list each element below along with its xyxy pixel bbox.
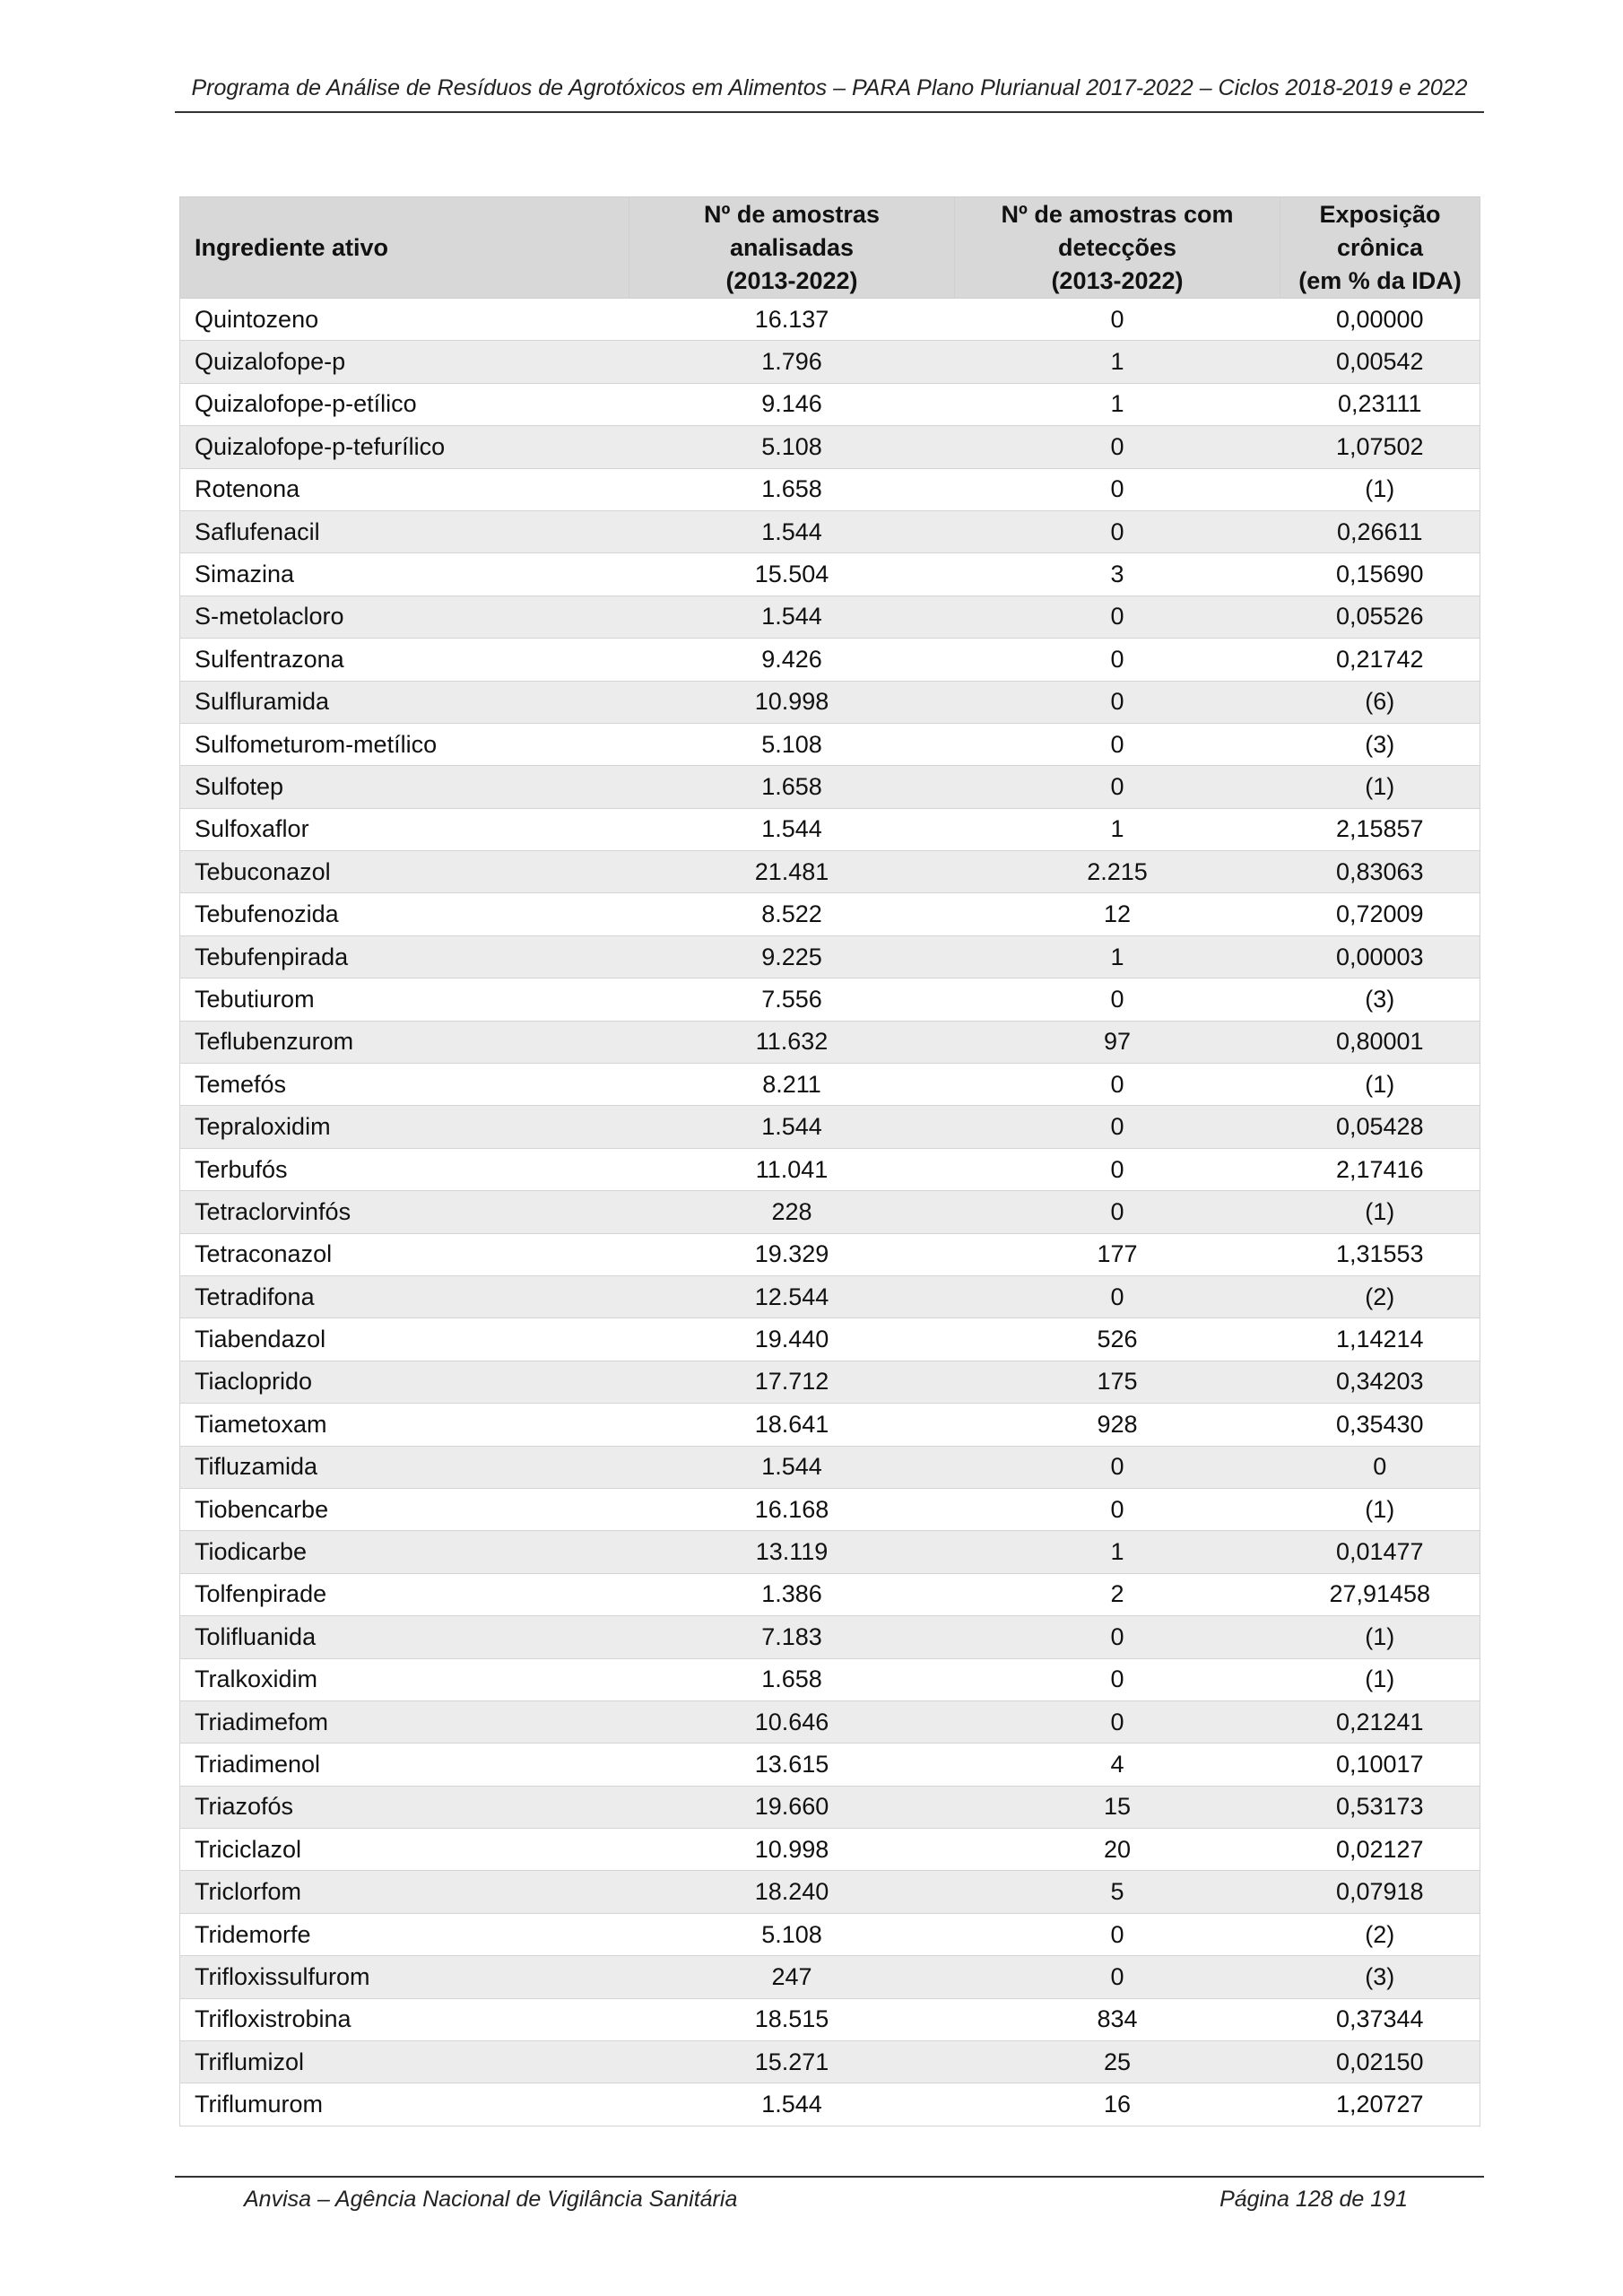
cell-samples-analyzed: 17.712 (629, 1361, 955, 1403)
table-row (180, 1658, 1480, 1700)
table-row (180, 1700, 1480, 1743)
cell-samples-detected: 97 (955, 1021, 1280, 1063)
cell-ingredient: Triadimefom (180, 1700, 629, 1743)
cell-samples-analyzed: 16.168 (629, 1488, 955, 1530)
cell-samples-analyzed: 1.544 (629, 1446, 955, 1488)
table-row (180, 299, 1480, 341)
table-row (180, 383, 1480, 425)
cell-samples-detected: 5 (955, 1871, 1280, 1913)
cell-samples-detected: 928 (955, 1404, 1280, 1446)
cell-samples-detected: 20 (955, 1829, 1280, 1871)
cell-samples-analyzed: 10.998 (629, 1829, 955, 1871)
table-row (180, 596, 1480, 638)
cell-ingredient: Tolifluanida (180, 1616, 629, 1658)
cell-ingredient: Triazofós (180, 1786, 629, 1828)
table-row (180, 1616, 1480, 1658)
cell-samples-detected: 834 (955, 1998, 1280, 2040)
cell-chronic-exposure: 0,02150 (1280, 2041, 1480, 2083)
cell-samples-detected: 3 (955, 553, 1280, 596)
cell-samples-analyzed: 15.504 (629, 553, 955, 596)
cell-samples-analyzed: 16.137 (629, 299, 955, 341)
table-header-row (180, 197, 1480, 299)
table-row (180, 553, 1480, 596)
cell-samples-detected: 175 (955, 1361, 1280, 1403)
table-row (180, 1956, 1480, 1998)
cell-ingredient: Tetraclorvinfós (180, 1191, 629, 1233)
cell-chronic-exposure: (6) (1280, 681, 1480, 723)
cell-chronic-exposure: (3) (1280, 723, 1480, 765)
cell-samples-analyzed: 1.386 (629, 1573, 955, 1615)
cell-samples-detected: 0 (955, 639, 1280, 681)
cell-samples-analyzed: 19.440 (629, 1318, 955, 1361)
cell-samples-detected: 12 (955, 893, 1280, 935)
cell-samples-detected: 177 (955, 1233, 1280, 1275)
cell-ingredient: Tepraloxidim (180, 1106, 629, 1148)
cell-ingredient: Sulfentrazona (180, 639, 629, 681)
table-row (180, 1531, 1480, 1573)
cell-samples-analyzed: 228 (629, 1191, 955, 1233)
cell-samples-detected: 1 (955, 341, 1280, 383)
cell-samples-analyzed: 1.544 (629, 1106, 955, 1148)
cell-samples-detected: 25 (955, 2041, 1280, 2083)
cell-chronic-exposure: (2) (1280, 1913, 1480, 1955)
cell-ingredient: Tebutiurom (180, 978, 629, 1021)
table-row (180, 1446, 1480, 1488)
cell-samples-analyzed: 1.544 (629, 510, 955, 552)
cell-ingredient: Quizalofope-p (180, 341, 629, 383)
cell-chronic-exposure: (2) (1280, 1275, 1480, 1318)
cell-samples-detected: 0 (955, 1658, 1280, 1700)
cell-samples-detected: 0 (955, 596, 1280, 638)
cell-ingredient: Tiobencarbe (180, 1488, 629, 1530)
cell-ingredient: Teflubenzurom (180, 1021, 629, 1063)
cell-samples-detected: 0 (955, 468, 1280, 510)
cell-chronic-exposure: (1) (1280, 468, 1480, 510)
cell-samples-analyzed: 10.998 (629, 681, 955, 723)
cell-samples-analyzed: 5.108 (629, 1913, 955, 1955)
cell-ingredient: Tetraconazol (180, 1233, 629, 1275)
cell-ingredient: Tolfenpirade (180, 1573, 629, 1615)
table-row (180, 639, 1480, 681)
cell-samples-analyzed: 8.211 (629, 1064, 955, 1106)
cell-samples-detected: 0 (955, 1616, 1280, 1658)
cell-samples-analyzed: 15.271 (629, 2041, 955, 2083)
cell-samples-analyzed: 1.544 (629, 808, 955, 850)
cell-samples-analyzed: 5.108 (629, 426, 955, 468)
cell-samples-analyzed: 247 (629, 1956, 955, 1998)
cell-chronic-exposure: 0,07918 (1280, 1871, 1480, 1913)
column-header-ingredient: Ingrediente ativo (180, 197, 629, 299)
cell-ingredient: Tifluzamida (180, 1446, 629, 1488)
cell-samples-analyzed: 1.658 (629, 468, 955, 510)
cell-samples-detected: 1 (955, 1531, 1280, 1573)
cell-ingredient: Temefós (180, 1064, 629, 1106)
cell-ingredient: Tetradifona (180, 1275, 629, 1318)
cell-samples-analyzed: 13.119 (629, 1531, 955, 1573)
cell-chronic-exposure: 0,21241 (1280, 1700, 1480, 1743)
cell-ingredient: Triflumizol (180, 2041, 629, 2083)
table-row (180, 1404, 1480, 1446)
cell-ingredient: Tebuconazol (180, 851, 629, 893)
cell-samples-analyzed: 9.225 (629, 935, 955, 978)
cell-ingredient: Tebufenpirada (180, 935, 629, 978)
cell-samples-detected: 0 (955, 426, 1280, 468)
table-row (180, 1233, 1480, 1275)
header-divider (175, 111, 1484, 113)
cell-ingredient: Triciclazol (180, 1829, 629, 1871)
cell-samples-detected: 1 (955, 808, 1280, 850)
cell-chronic-exposure: 2,17416 (1280, 1148, 1480, 1190)
cell-samples-analyzed: 12.544 (629, 1275, 955, 1318)
cell-samples-analyzed: 18.240 (629, 1871, 955, 1913)
table-row (180, 1573, 1480, 1615)
cell-ingredient: Tridemorfe (180, 1913, 629, 1955)
cell-chronic-exposure: 2,15857 (1280, 808, 1480, 850)
table-row (180, 468, 1480, 510)
cell-samples-detected: 0 (955, 1064, 1280, 1106)
table-row (180, 1148, 1480, 1190)
column-header-samples-detected: Nº de amostras com detecções (2013-2022) (955, 197, 1280, 299)
table-row (180, 978, 1480, 1021)
cell-ingredient: Triadimenol (180, 1744, 629, 1786)
cell-chronic-exposure: 0,00000 (1280, 299, 1480, 341)
cell-ingredient: Quintozeno (180, 299, 629, 341)
cell-ingredient: Tiametoxam (180, 1404, 629, 1446)
cell-samples-analyzed: 11.632 (629, 1021, 955, 1063)
cell-samples-detected: 2 (955, 1573, 1280, 1615)
cell-chronic-exposure: 0,15690 (1280, 553, 1480, 596)
cell-ingredient: Sulfotep (180, 766, 629, 808)
table-row (180, 1998, 1480, 2040)
cell-samples-analyzed: 18.515 (629, 1998, 955, 2040)
cell-ingredient: Sulfometurom-metílico (180, 723, 629, 765)
footer-agency: Anvisa – Agência Nacional de Vigilância Sanitária (244, 2187, 738, 2212)
table-row (180, 851, 1480, 893)
cell-chronic-exposure: 0,83063 (1280, 851, 1480, 893)
cell-samples-detected: 0 (955, 1191, 1280, 1233)
table-row (180, 426, 1480, 468)
cell-chronic-exposure: (1) (1280, 1191, 1480, 1233)
cell-samples-analyzed: 5.108 (629, 723, 955, 765)
cell-samples-detected: 0 (955, 1275, 1280, 1318)
cell-chronic-exposure: 0,05428 (1280, 1106, 1480, 1148)
table-row (180, 1786, 1480, 1828)
cell-samples-detected: 0 (955, 1700, 1280, 1743)
cell-samples-detected: 0 (955, 510, 1280, 552)
table-row (180, 1275, 1480, 1318)
cell-ingredient: Sulfluramida (180, 681, 629, 723)
cell-samples-analyzed: 7.556 (629, 978, 955, 1021)
cell-ingredient: Rotenona (180, 468, 629, 510)
cell-samples-detected: 0 (955, 1148, 1280, 1190)
cell-chronic-exposure: (3) (1280, 1956, 1480, 1998)
table-row (180, 1871, 1480, 1913)
cell-samples-detected: 0 (955, 766, 1280, 808)
cell-samples-detected: 0 (955, 1913, 1280, 1955)
cell-chronic-exposure: (3) (1280, 978, 1480, 1021)
cell-ingredient: Quizalofope-p-tefurílico (180, 426, 629, 468)
table-row (180, 1361, 1480, 1403)
cell-ingredient: Tebufenozida (180, 893, 629, 935)
cell-samples-detected: 15 (955, 1786, 1280, 1828)
cell-samples-analyzed: 21.481 (629, 851, 955, 893)
cell-samples-detected: 1 (955, 383, 1280, 425)
cell-ingredient: Trifloxistrobina (180, 1998, 629, 2040)
cell-samples-detected: 526 (955, 1318, 1280, 1361)
table-row (180, 1488, 1480, 1530)
table-row (180, 341, 1480, 383)
table-row (180, 510, 1480, 552)
table-row (180, 766, 1480, 808)
cell-chronic-exposure: 1,20727 (1280, 2083, 1480, 2126)
cell-samples-detected: 0 (955, 299, 1280, 341)
table-row (180, 1744, 1480, 1786)
footer-divider (175, 2176, 1484, 2178)
cell-samples-analyzed: 1.544 (629, 596, 955, 638)
cell-ingredient: Triflumurom (180, 2083, 629, 2126)
cell-chronic-exposure: 0,10017 (1280, 1744, 1480, 1786)
cell-chronic-exposure: 27,91458 (1280, 1573, 1480, 1615)
table-row (180, 1064, 1480, 1106)
cell-samples-detected: 0 (955, 681, 1280, 723)
cell-samples-analyzed: 1.658 (629, 766, 955, 808)
cell-ingredient: Triclorfom (180, 1871, 629, 1913)
column-header-chronic-exposure: Exposição crônica (em % da IDA) (1280, 197, 1480, 299)
cell-chronic-exposure: 0,80001 (1280, 1021, 1480, 1063)
cell-samples-analyzed: 9.146 (629, 383, 955, 425)
table-row (180, 723, 1480, 765)
cell-chronic-exposure: 0,00003 (1280, 935, 1480, 978)
footer-page-number: Página 128 de 191 (1219, 2187, 1408, 2212)
cell-samples-detected: 2.215 (955, 851, 1280, 893)
cell-samples-detected: 0 (955, 1488, 1280, 1530)
cell-ingredient: Sulfoxaflor (180, 808, 629, 850)
table-row (180, 1318, 1480, 1361)
cell-ingredient: Tiacloprido (180, 1361, 629, 1403)
cell-samples-detected: 0 (955, 1106, 1280, 1148)
cell-samples-detected: 0 (955, 1446, 1280, 1488)
cell-samples-analyzed: 1.658 (629, 1658, 955, 1700)
cell-chronic-exposure: 0,02127 (1280, 1829, 1480, 1871)
cell-samples-analyzed: 8.522 (629, 893, 955, 935)
cell-samples-analyzed: 9.426 (629, 639, 955, 681)
table-row (180, 893, 1480, 935)
cell-chronic-exposure: 0,00542 (1280, 341, 1480, 383)
table-row (180, 935, 1480, 978)
cell-samples-detected: 1 (955, 935, 1280, 978)
cell-samples-analyzed: 18.641 (629, 1404, 955, 1446)
cell-chronic-exposure: 0,23111 (1280, 383, 1480, 425)
table-row (180, 1913, 1480, 1955)
column-header-samples-analyzed: Nº de amostras analisadas (2013-2022) (629, 197, 955, 299)
cell-chronic-exposure: 0,01477 (1280, 1531, 1480, 1573)
table-row (180, 1829, 1480, 1871)
cell-samples-analyzed: 19.660 (629, 1786, 955, 1828)
table-row (180, 1191, 1480, 1233)
cell-samples-analyzed: 1.544 (629, 2083, 955, 2126)
table-row (180, 1106, 1480, 1148)
cell-samples-detected: 0 (955, 1956, 1280, 1998)
cell-samples-analyzed: 11.041 (629, 1148, 955, 1190)
cell-chronic-exposure: 0,53173 (1280, 1786, 1480, 1828)
cell-samples-analyzed: 13.615 (629, 1744, 955, 1786)
cell-samples-analyzed: 1.796 (629, 341, 955, 383)
table-row (180, 808, 1480, 850)
cell-samples-detected: 4 (955, 1744, 1280, 1786)
cell-chronic-exposure: 0,72009 (1280, 893, 1480, 935)
table-row (180, 2083, 1480, 2126)
cell-ingredient: S-metolacloro (180, 596, 629, 638)
cell-ingredient: Tiabendazol (180, 1318, 629, 1361)
cell-samples-analyzed: 10.646 (629, 1700, 955, 1743)
cell-chronic-exposure: (1) (1280, 1616, 1480, 1658)
cell-chronic-exposure: 0,34203 (1280, 1361, 1480, 1403)
cell-ingredient: Tralkoxidim (180, 1658, 629, 1700)
cell-samples-detected: 0 (955, 978, 1280, 1021)
table-body (180, 299, 1480, 2126)
cell-chronic-exposure: 0,26611 (1280, 510, 1480, 552)
page-header: Programa de Análise de Resíduos de Agrotóxicos em Alimentos – PARA Plano Plurianual 2017-2022 – Ciclos 2018-2019 e 2022 (191, 75, 1468, 100)
residue-table (179, 196, 1480, 2126)
cell-ingredient: Saflufenacil (180, 510, 629, 552)
table-row (180, 681, 1480, 723)
cell-ingredient: Simazina (180, 553, 629, 596)
cell-chronic-exposure: (1) (1280, 1658, 1480, 1700)
cell-samples-analyzed: 19.329 (629, 1233, 955, 1275)
cell-samples-analyzed: 7.183 (629, 1616, 955, 1658)
cell-ingredient: Trifloxissulfurom (180, 1956, 629, 1998)
cell-ingredient: Terbufós (180, 1148, 629, 1190)
cell-chronic-exposure: (1) (1280, 766, 1480, 808)
table-row (180, 1021, 1480, 1063)
cell-ingredient: Tiodicarbe (180, 1531, 629, 1573)
cell-samples-detected: 16 (955, 2083, 1280, 2126)
cell-chronic-exposure: 1,07502 (1280, 426, 1480, 468)
cell-samples-detected: 0 (955, 723, 1280, 765)
cell-chronic-exposure: (1) (1280, 1064, 1480, 1106)
table-row (180, 2041, 1480, 2083)
cell-chronic-exposure: 0,21742 (1280, 639, 1480, 681)
cell-chronic-exposure: 1,14214 (1280, 1318, 1480, 1361)
cell-ingredient: Quizalofope-p-etílico (180, 383, 629, 425)
cell-chronic-exposure: 0,37344 (1280, 1998, 1480, 2040)
cell-chronic-exposure: 0,35430 (1280, 1404, 1480, 1446)
cell-chronic-exposure: 0 (1280, 1446, 1480, 1488)
cell-chronic-exposure: 0,05526 (1280, 596, 1480, 638)
cell-chronic-exposure: (1) (1280, 1488, 1480, 1530)
cell-chronic-exposure: 1,31553 (1280, 1233, 1480, 1275)
